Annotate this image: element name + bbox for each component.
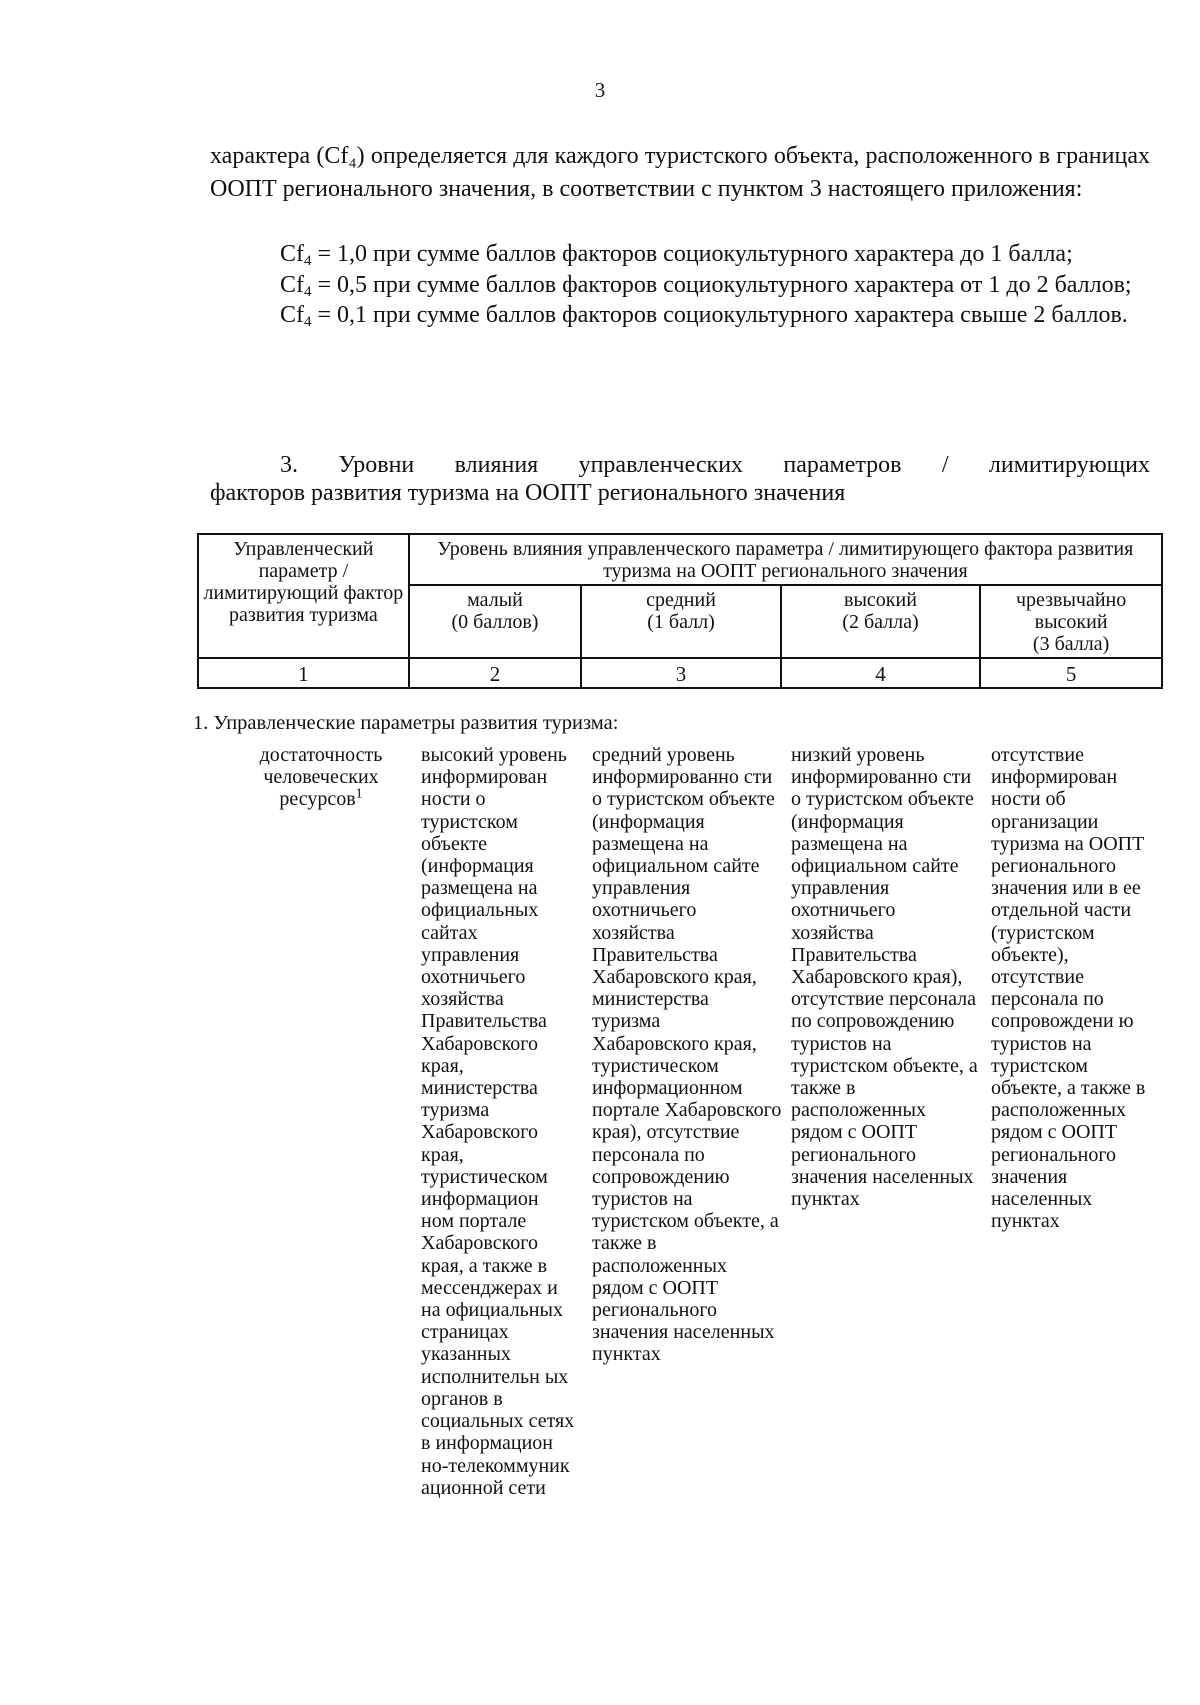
section-heading-line: факторов развития туризма на ООПТ регионального значения [210, 480, 846, 506]
level-description-high: низкий уровень информированно сти о туристском объекте (информация размещена на официальном сайте управления охотничьего хозяйства Правительства Хабаровского края), отсутствие персонала по сопровождению туристов на туристском объекте, а также в расположенных рядом с ООПТ регионального значения населенных пунктах [791, 744, 978, 1211]
footnote-mark: 1 [355, 786, 363, 802]
levels-table [197, 533, 1163, 689]
level-description-low: высокий уровень информирован ности о туристском объекте (информация размещена на официальных сайтах управления охотничьего хозяйства Правительства Хабаровского края, министерства туризма Хабаровского края, туристическом информацион ном портале Хабаровского края, а также в мессенджерах и на официальных страницах указанных исполнительн ых органов в социальных сетях в информацион но-телекоммуник ационной сети [421, 744, 575, 1499]
param-name: достаточность человеческих ресурсов$^1$ [259, 744, 383, 811]
header-param-cell: Управленческий параметр / лимитирующий фактор развития туризма [198, 534, 409, 658]
column-number: 2 [409, 658, 582, 688]
column-number: 4 [781, 658, 980, 688]
header-level-cell: Уровень влияния управленческого параметра / лимитирующего фактора развития туризма на ООПТ регионального значения [409, 534, 1162, 585]
table-row [198, 658, 1162, 688]
table-header-row [198, 534, 1162, 585]
page-number: 3 [594, 78, 606, 102]
formula-list [210, 238, 1150, 332]
intro-paragraph: характера (Cf₄) определяется для каждого туристского объекта, расположенного в границах ООПТ регионального значения, в соответствии с пунктом 3 настоящего приложения: [210, 143, 1150, 202]
formula-line: $Cf_4 = 0,5$ при сумме баллов факторов социокультурного характера от 1 до 2 баллов; [280, 271, 1132, 300]
level-description-extreme: отсутствие информирован ности об организации туризма на ООПТ регионального значения или в ее отдельной части (туристском объекте), отсутствие персонала по сопровождени ю туристов на туристском объекте, а также в расположенных рядом с ООПТ регионального значения населенных пунктах [991, 744, 1146, 1233]
level-cell: средний (1 балл) [581, 585, 780, 658]
level-cell: малый (0 баллов) [409, 585, 582, 658]
level-cell: чрезвычайно высокий (3 балла) [980, 585, 1162, 658]
section-heading-line: 3. Уровни влияния управленческих параметров / лимитирующих [280, 452, 1150, 478]
column-number: 5 [980, 658, 1162, 688]
level-description-medium: средний уровень информированно сти о туристском объекте (информация размещена на официальном сайте управления охотничьего хозяйства Правительства Хабаровского края, министерства туризма Хабаровского края, туристическом информационном портале Хабаровского края), отсутствие персонала по сопровождению туристов на туристском объекте, а также в расположенных рядом с ООПТ регионального значения населенных пунктах [592, 744, 782, 1366]
section-heading [210, 451, 1150, 507]
formula-line: $Cf_4 = 0,1$ при сумме баллов факторов социокультурного характера свыше 2 баллов. [280, 302, 1128, 330]
subheading: 1. Управленческие параметры развития туризма: [193, 712, 619, 734]
column-number: 1 [198, 658, 409, 688]
level-cell: высокий (2 балла) [781, 585, 980, 658]
formula-line: $Cf_4 = 1,0$ при сумме баллов факторов социокультурного характера до 1 балла; [280, 241, 1073, 269]
column-number: 3 [581, 658, 780, 688]
